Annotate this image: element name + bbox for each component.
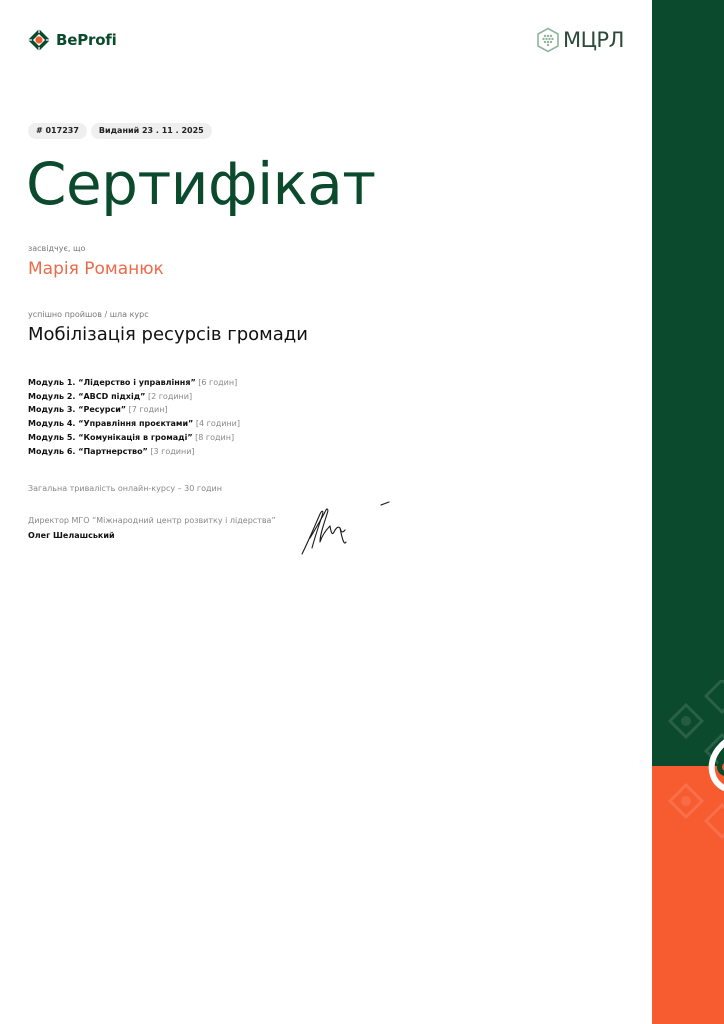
beprofi-logo-text: BeProfi bbox=[56, 31, 117, 49]
course-title: Мобілізація ресурсів громади bbox=[28, 324, 308, 345]
module-name: Модуль 6. “Партнерство” bbox=[28, 446, 148, 456]
list-item bbox=[28, 431, 240, 445]
certificate-badges bbox=[28, 123, 212, 139]
module-name: Модуль 2. “ABCD підхід” bbox=[28, 391, 146, 401]
list-item bbox=[28, 445, 240, 459]
director-role: Директор МГО “Міжнародний центр розвитку і лідерства” bbox=[28, 516, 276, 525]
list-item bbox=[28, 390, 240, 404]
module-list bbox=[28, 376, 240, 458]
module-name: Модуль 3. “Ресурси” bbox=[28, 405, 127, 415]
issue-date-badge: Виданий 23 . 11 . 2025 bbox=[91, 123, 212, 139]
certificate-title: Сертифікат bbox=[26, 150, 376, 218]
module-hours: [2 години] bbox=[147, 391, 193, 401]
certificate-number-badge: # 017237 bbox=[28, 123, 87, 139]
list-item bbox=[28, 403, 240, 417]
course-duration: Загальна тривалість онлайн-курсу – 30 годин bbox=[28, 484, 222, 493]
completed-label: успішно пройшов / шла курс bbox=[28, 310, 149, 319]
mcrl-hexagon-icon bbox=[536, 27, 560, 53]
certifies-label: засвідчує, що bbox=[28, 244, 86, 253]
director-name: Олег Шелашський bbox=[28, 531, 115, 540]
module-name: Модуль 5. “Комунікація в громаді” bbox=[28, 432, 193, 442]
recipient-name: Марія Романюк bbox=[28, 259, 164, 279]
module-name: Модуль 1. “Лідерство і управління” bbox=[28, 378, 196, 387]
band-ornament-pattern bbox=[652, 680, 724, 850]
side-band-green bbox=[652, 0, 724, 766]
beprofi-logo bbox=[27, 28, 117, 52]
list-item bbox=[28, 417, 240, 431]
module-name: Модуль 4. “Управління проєктами” bbox=[28, 419, 194, 429]
list-item bbox=[28, 376, 240, 390]
mcrl-logo bbox=[536, 27, 624, 53]
module-hours: [7 годин] bbox=[128, 405, 168, 415]
module-hours: [8 годин] bbox=[195, 432, 235, 442]
director-signature bbox=[296, 498, 396, 560]
module-hours: [3 години] bbox=[150, 446, 195, 456]
module-hours: [4 години] bbox=[195, 419, 240, 429]
beprofi-mark-icon bbox=[27, 28, 51, 52]
mcrl-logo-text: МЦРЛ bbox=[563, 28, 624, 52]
module-hours: [6 годин] bbox=[198, 378, 238, 387]
